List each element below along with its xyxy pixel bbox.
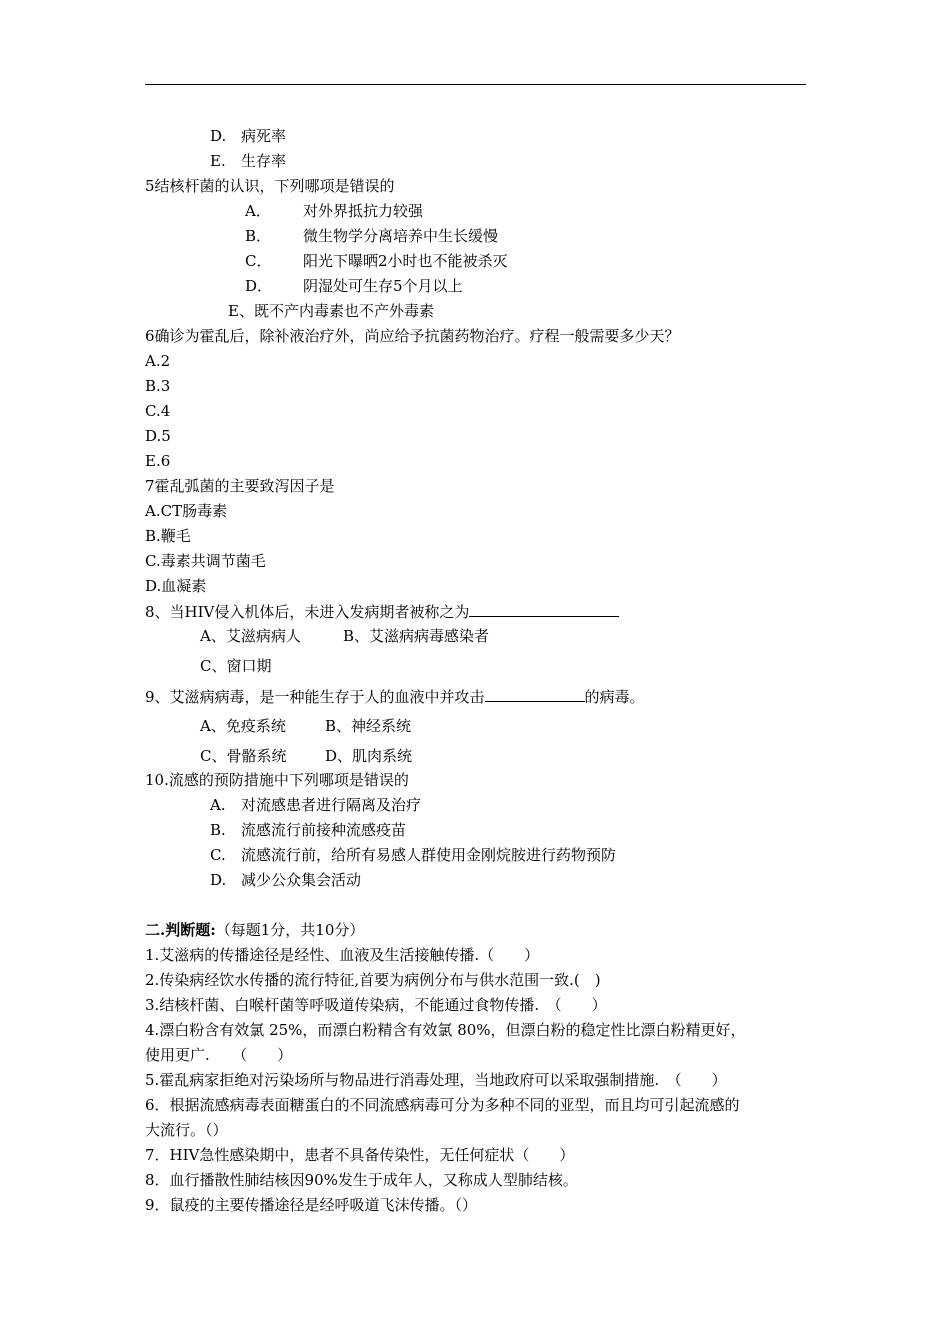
q5-option-e: E、既不产内毒素也不产外毒素 bbox=[228, 302, 434, 320]
q9-option-c: C、骨骼系统 bbox=[200, 747, 287, 765]
section2-heading bbox=[145, 920, 364, 940]
header-rule bbox=[145, 84, 806, 85]
q5-option-b: B． 微生物学分离培养中生长缓慢 bbox=[245, 227, 499, 245]
q6-option-e: E.6 bbox=[145, 452, 171, 470]
q8-answer-blank bbox=[469, 601, 619, 617]
tf-item-6-line-1: 6．根据流感病毒表面糖蛋白的不同流感病毒可分为多种不同的亚型，而且均可引起流感的 bbox=[145, 1096, 740, 1114]
tf-item-6-line-2: 大流行。（） bbox=[145, 1121, 228, 1139]
tf-item-1: 1.艾滋病的传播途径是经性、血液及生活接触传播.（ ） bbox=[145, 946, 540, 964]
tf-item-5: 5.霍乱病家拒绝对污染场所与物品进行消毒处理，当地政府可以采取强制措施. （ ） bbox=[145, 1071, 727, 1089]
tf-item-4-line-1: 4.漂白粉含有效氯 25%，而漂白粉精含有效氯 80%，但漂白粉的稳定性比漂白粉精更好， bbox=[145, 1021, 746, 1039]
q9-option-a: A、免疫系统 bbox=[200, 717, 286, 735]
q7-option-b: B.鞭毛 bbox=[145, 527, 191, 545]
q10-stem: 10.流感的预防措施中下列哪项是错误的 bbox=[145, 771, 409, 789]
section2-title: 二.判断题: bbox=[145, 921, 216, 939]
q10-option-a: A. 对流感患者进行隔离及治疗 bbox=[210, 796, 422, 814]
q5-stem: 5结核杆菌的认识，下列哪项是错误的 bbox=[145, 177, 395, 195]
q7-stem: 7霍乱弧菌的主要致泻因子是 bbox=[145, 477, 335, 495]
q5-option-a: A． 对外界抵抗力较强 bbox=[245, 202, 424, 220]
q9-options-row-1 bbox=[200, 716, 411, 736]
tf-item-4-line-2: 使用更广. （ ） bbox=[145, 1046, 293, 1064]
section2-note: （每题1分，共10分） bbox=[215, 921, 365, 939]
q8-stem: 8、当HIV侵入机体后，未进入发病期者被称之为 bbox=[145, 601, 619, 622]
q7-option-c: C.毒素共调节菌毛 bbox=[145, 552, 266, 570]
q10-option-c: C. 流感流行前，给所有易感人群使用金刚烷胺进行药物预防 bbox=[210, 846, 617, 864]
q7-option-a: A.CT肠毒素 bbox=[145, 502, 228, 520]
q8-options-row bbox=[200, 626, 489, 646]
tf-item-3: 3.结核杆菌、白喉杆菌等呼吸道传染病，不能通过食物传播. （ ） bbox=[145, 996, 607, 1014]
tf-item-8: 8．血行播散性肺结核因90%发生于成年人，又称成人型肺结核。 bbox=[145, 1171, 578, 1189]
q6-stem: 6确诊为霍乱后，除补液治疗外，尚应给予抗菌药物治疗。疗程一般需要多少天？ bbox=[145, 327, 680, 345]
q6-option-c: C.4 bbox=[145, 402, 171, 420]
q5-option-d: D． 阴湿处可生存5个月以上 bbox=[245, 277, 463, 295]
tf-item-9: 9．鼠疫的主要传播途径是经呼吸道飞沫传播。（） bbox=[145, 1196, 478, 1214]
q6-option-a: A.2 bbox=[145, 352, 171, 370]
q9-option-d: D、肌肉系统 bbox=[325, 747, 413, 765]
q8-option-a: A、艾滋病病人 bbox=[200, 627, 301, 645]
q5-option-c: C． 阳光下曝晒2小时也不能被杀灭 bbox=[245, 252, 508, 270]
q9-answer-blank bbox=[485, 686, 585, 702]
q10-option-d: D. 减少公众集会活动 bbox=[210, 871, 362, 889]
q9-option-b: B、神经系统 bbox=[325, 717, 412, 735]
q4-option-d: D. 病死率 bbox=[210, 127, 287, 145]
q8-option-b: B、艾滋病病毒感染者 bbox=[343, 627, 490, 645]
tf-item-7: 7．HIV急性感染期中，患者不具备传染性，无任何症状（ ） bbox=[145, 1146, 575, 1164]
q4-option-e: E. 生存率 bbox=[210, 152, 287, 170]
q7-option-d: D.血凝素 bbox=[145, 577, 207, 595]
q9-options-row-2 bbox=[200, 746, 412, 766]
q10-option-b: B. 流感流行前接种流感疫苗 bbox=[210, 821, 407, 839]
q8-option-c: C、窗口期 bbox=[200, 657, 272, 675]
tf-item-2: 2.传染病经饮水传播的流行特征,首要为病例分布与供水范围一致.( ) bbox=[145, 971, 601, 989]
q6-option-b: B.3 bbox=[145, 377, 171, 395]
q9-stem: 9、艾滋病病毒，是一种能生存于人的血液中并攻击 的病毒。 bbox=[145, 688, 645, 706]
q6-option-d: D.5 bbox=[145, 427, 171, 445]
